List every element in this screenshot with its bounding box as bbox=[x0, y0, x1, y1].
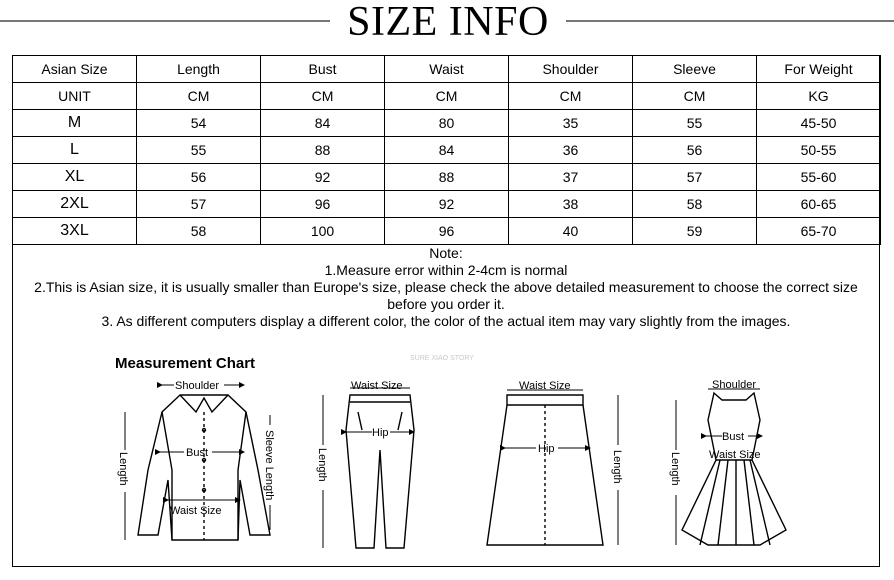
table-cell: 40 bbox=[509, 218, 633, 245]
note-line-2: 2.This is Asian size, it is usually smaller than Europe's size, please check the above detailed measurement to choose the correct size bbox=[34, 279, 858, 295]
header-cell-bust: Bust bbox=[261, 56, 385, 83]
notes-heading: Note: bbox=[429, 245, 463, 261]
dress-bust-label: Bust bbox=[722, 431, 745, 443]
dress-drawing bbox=[682, 393, 786, 545]
shirt-sleeve-label: Sleeve Length bbox=[263, 430, 275, 501]
pants-drawing bbox=[346, 395, 414, 548]
table-cell: 84 bbox=[385, 137, 509, 164]
table-cell: 37 bbox=[509, 164, 633, 191]
dress-waist-label: Waist Size bbox=[709, 449, 761, 461]
size-label-cell: XL bbox=[13, 164, 137, 191]
table-cell: 38 bbox=[509, 191, 633, 218]
table-cell: 96 bbox=[385, 218, 509, 245]
table-cell: 50-55 bbox=[757, 137, 881, 164]
table-cell: 58 bbox=[137, 218, 261, 245]
size-label-cell: L bbox=[13, 137, 137, 164]
table-cell: 65-70 bbox=[757, 218, 881, 245]
unit-cell: CM bbox=[137, 83, 261, 110]
table-cell: 58 bbox=[633, 191, 757, 218]
unit-cell: CM bbox=[509, 83, 633, 110]
table-cell: 88 bbox=[385, 164, 509, 191]
size-label-cell: 3XL bbox=[13, 218, 137, 245]
shirt-bust-label: Bust bbox=[186, 447, 209, 459]
header-cell-asian-size: Asian Size bbox=[13, 56, 137, 83]
table-cell: 55 bbox=[633, 110, 757, 137]
dress-shoulder-label: Shoulder bbox=[712, 379, 757, 391]
note-line-1: 1.Measure error within 2-4cm is normal bbox=[324, 262, 568, 278]
note-line-2-continued: before you order it. bbox=[387, 296, 505, 312]
table-cell: 59 bbox=[633, 218, 757, 245]
header-cell-length: Length bbox=[137, 56, 261, 83]
watermark: SURE XIAO STORY bbox=[410, 355, 474, 362]
header-cell-weight: For Weight bbox=[757, 56, 881, 83]
table-cell: 100 bbox=[261, 218, 385, 245]
unit-cell: CM bbox=[633, 83, 757, 110]
pants-hip-label: Hip bbox=[372, 427, 389, 439]
unit-cell: CM bbox=[385, 83, 509, 110]
measurement-chart-title: Measurement Chart bbox=[115, 355, 256, 372]
skirt-hip-label: Hip bbox=[538, 443, 555, 455]
skirt-length-label: Length bbox=[611, 450, 623, 484]
skirt-waist-label: Waist Size bbox=[519, 380, 571, 392]
shirt-drawing bbox=[138, 395, 270, 540]
shirt-shoulder-label: Shoulder bbox=[175, 380, 220, 392]
skirt-measure-lines bbox=[505, 390, 618, 545]
table-cell: 96 bbox=[261, 191, 385, 218]
table-cell: 56 bbox=[633, 137, 757, 164]
unit-cell: UNIT bbox=[13, 83, 137, 110]
table-cell: 57 bbox=[633, 164, 757, 191]
table-cell: 92 bbox=[261, 164, 385, 191]
size-label-cell: 2XL bbox=[13, 191, 137, 218]
note-line-3: 3. As different computers display a different color, the color of the actual item may vary slightly from the images. bbox=[101, 313, 791, 329]
dress-length-label: Length bbox=[669, 452, 681, 486]
skirt-drawing bbox=[487, 395, 603, 545]
table-cell: 60-65 bbox=[757, 191, 881, 218]
unit-cell: KG bbox=[757, 83, 881, 110]
pants-measure-lines bbox=[323, 388, 414, 548]
table-cell: 88 bbox=[261, 137, 385, 164]
page-title: SIZE INFO bbox=[347, 0, 549, 45]
table-cell: 36 bbox=[509, 137, 633, 164]
size-label-cell: M bbox=[13, 110, 137, 137]
table-cell: 45-50 bbox=[757, 110, 881, 137]
pants-waist-label: Waist Size bbox=[351, 380, 403, 392]
shirt-waist-label: Waist Size bbox=[170, 505, 222, 517]
table-cell: 80 bbox=[385, 110, 509, 137]
header-cell-sleeve: Sleeve bbox=[633, 56, 757, 83]
pants-length-label: Length bbox=[316, 448, 328, 482]
table-cell: 56 bbox=[137, 164, 261, 191]
shirt-length-label: Length bbox=[117, 452, 129, 486]
table-cell: 35 bbox=[509, 110, 633, 137]
table-cell: 55-60 bbox=[757, 164, 881, 191]
header-cell-shoulder: Shoulder bbox=[509, 56, 633, 83]
table-cell: 84 bbox=[261, 110, 385, 137]
table-cell: 55 bbox=[137, 137, 261, 164]
table-cell: 54 bbox=[137, 110, 261, 137]
unit-cell: CM bbox=[261, 83, 385, 110]
header-cell-waist: Waist bbox=[385, 56, 509, 83]
table-cell: 92 bbox=[385, 191, 509, 218]
table-cell: 57 bbox=[137, 191, 261, 218]
